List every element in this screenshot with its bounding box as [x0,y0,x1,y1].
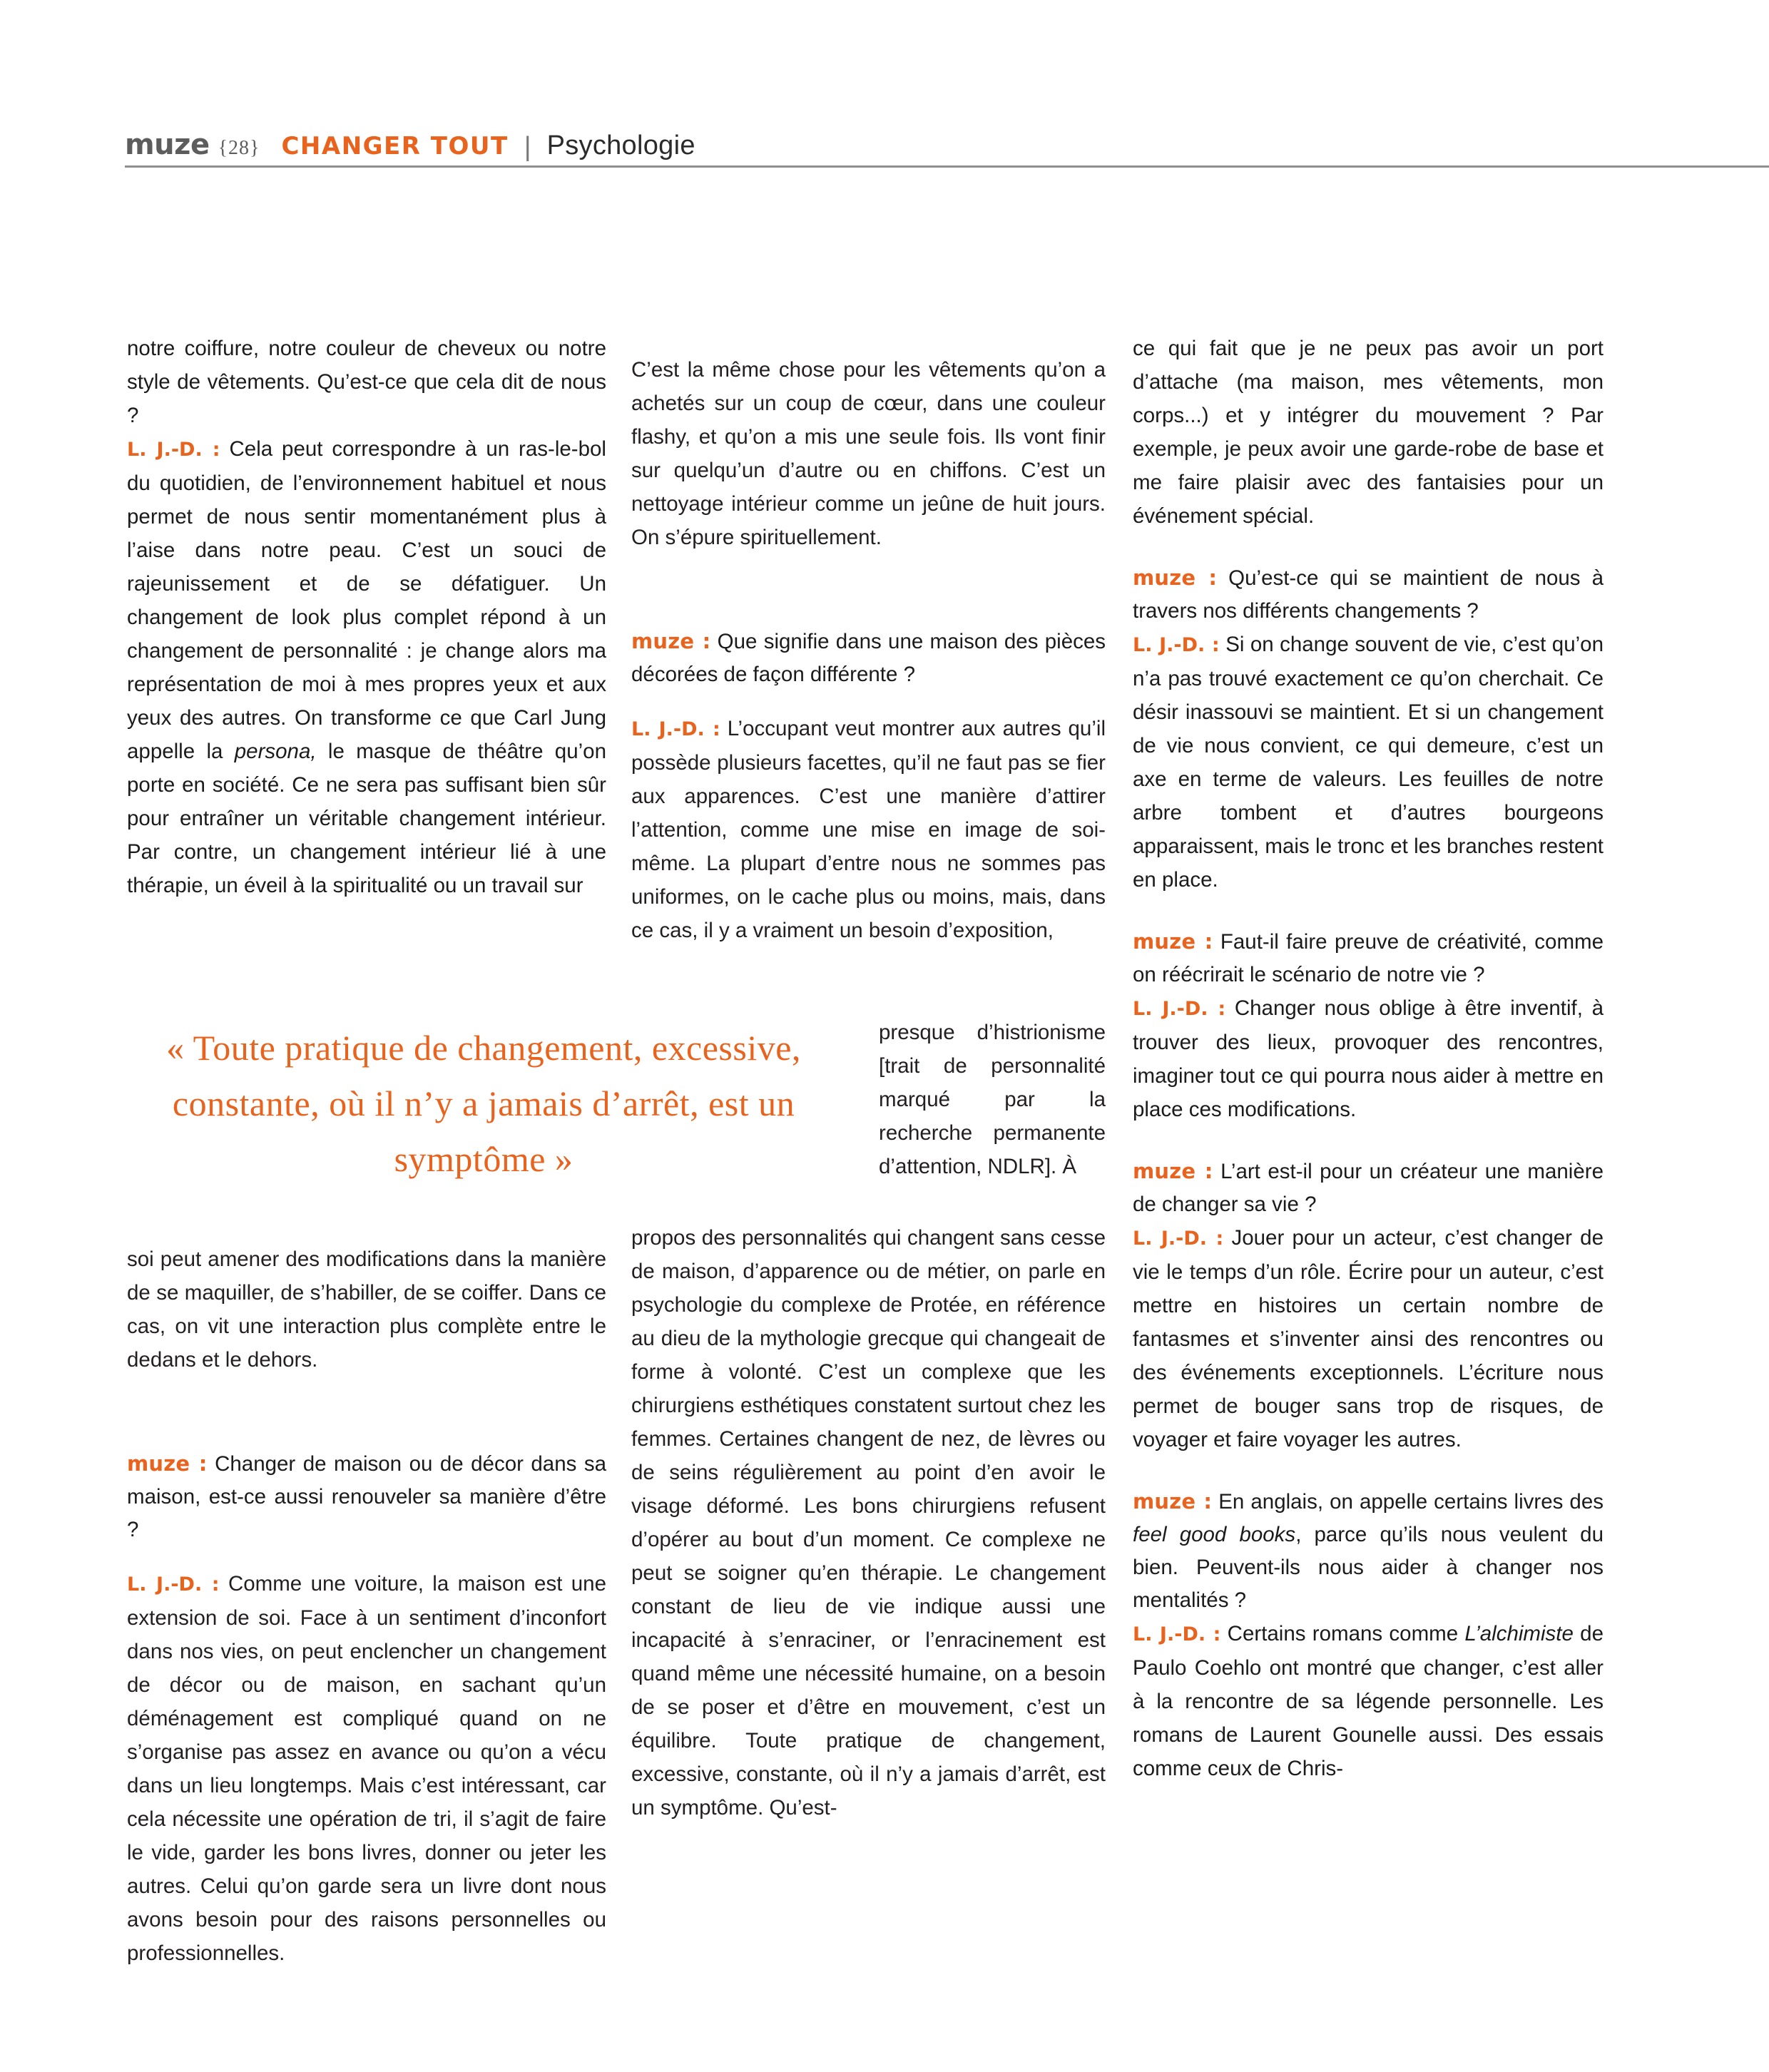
column-one-bottom [127,1221,606,1991]
answer-label: L. J.-D. : [1133,998,1226,1020]
feel-good-books-italic: feel good books [1133,1523,1296,1546]
question-label: muze : [1133,566,1218,590]
question-block: muze : Faut-il faire preuve de créativité, comme on réécrirait le scénario de notre vie ? [1133,929,1604,986]
rubric-title: CHANGER TOUT [281,132,509,160]
question-continuation: notre coiffure, notre couleur de cheveux ou notre style de vêtements. Qu’est-ce que cela dit de nous ? [127,337,606,427]
question-label: muze : [631,628,711,653]
answer-label: L. J.-D. : [127,439,220,461]
page-header [125,121,1769,171]
column-two-top [631,332,1106,969]
answer-label: L. J.-D. : [631,718,720,740]
question-label: muze : [1133,929,1213,954]
answer-continuation: soi peut amener des modifications dans la manière de se maquiller, de s’habiller, de se coiffer. Dans ce cas, on vit une interaction plus complète entre le dedans et le dehors. [127,1247,606,1372]
answer-label: L. J.-D. : [127,1573,220,1596]
magazine-logo: muze [125,128,210,161]
alchimiste-italic: L’alchimiste [1464,1622,1574,1645]
header-separator: | [524,132,531,162]
answer-paragraph: L. J.-D. : Changer nous oblige à être inventif, à trouver des lieux, provoquer des rencontres, imaginer tout ce qui pourra nous aider à mettre en place ces modifications. [1133,996,1604,1121]
question-block: muze : L’art est-il pour un créateur une manière de changer sa vie ? [1133,1159,1604,1216]
question-block: muze : Changer de maison ou de décor dans sa maison, est-ce aussi renouveler sa manière d’être ? [127,1451,606,1541]
page-number: {28} [218,137,260,159]
column-two-wrap: presque d’histrionisme [trait de personnalité marqué par la recherche permanente d’attention, NDLR]. À [879,1021,1106,1178]
question-block: muze : Que signifie dans une maison des pièces décorées de façon différente ? [631,628,1106,686]
question-label: muze : [1133,1159,1213,1183]
persona-italic: persona, [234,740,317,763]
question-block: muze : Qu’est-ce qui se maintient de nous à travers nos différents changements ? [1133,566,1604,623]
question-block: muze : En anglais, on appelle certains livres des feel good books, parce qu’ils nous veulent du bien. Peuvent-ils nous aider à changer nos mentalités ? [1133,1489,1604,1612]
section-title: Psychologie [546,131,695,160]
answer-paragraph: L. J.-D. : Certains romans comme L’alchimiste de Paulo Coehlo ont montré que changer, c’est aller à la rencontre de sa légende personnelle. Les romans de Laurent Gounelle aussi. Des essais comme ceux de Chris- [1133,1622,1604,1780]
answer-paragraph: L. J.-D. : Jouer pour un acteur, c’est changer de vie le temps d’un rôle. Écrire pour un auteur, c’est mettre en histoires un certain nombre de fantasmes et s’inventer ainsi des rencontres ou des événements exceptionnels. L’écriture nous permet de bouger sans trop de risques, de voyager et faire voyager les autres. [1133,1226,1604,1451]
answer-label: L. J.-D. : [1133,1623,1221,1645]
header-divider [125,165,1769,168]
answer-paragraph: L. J.-D. : Cela peut correspondre à un ras-le-bol du quotidien, de l’environnement habituel et nous permet de nous sentir momentanément plus à l’aise dans notre peau. C’est un souci de rajeunissement et de se défatiguer. Un changement de look plus complet répond à un changement de personnalité : je change alors ma représentation de moi à mes propres yeux et aux yeux des autres. On transforme ce que Carl Jung appelle la persona, le masque de théâtre qu’on porte en société. Ce ne sera pas suffisant bien sûr pour entraîner un véritable changement intérieur. Par contre, un changement intérieur lié à une thérapie, un éveil à la spiritualité ou un travail sur [127,437,606,897]
answer-continuation: ce qui fait que je ne peux pas avoir un port d’attache (ma maison, mes vêtements, mon corps...) et y intégrer du mouvement ? Par exemple, je peux avoir une garde-robe de base et me faire plaisir avec des fantaisies pour un événement spécial. [1133,337,1604,528]
answer-label: L. J.-D. : [1133,1228,1224,1250]
question-label: muze : [1133,1489,1213,1514]
answer-paragraph: L. J.-D. : Comme une voiture, la maison est une extension de soi. Face à un sentiment d’inconfort dans nos vies, on peut enclencher un changement de décor ou de maison, en sachant qu’un déménagement est compliqué quand on ne s’organise pas assez en avance ou qu’on a vécu dans un lieu longtemps. Mais c’est intéressant, car cela nécessite une opération de tri, il s’agit de faire le vide, garder les bons livres, donner ou jeter les autres. Celui qu’on garde sera un livre dont nous avons besoin pour des raisons personnelles ou professionnelles. [127,1572,606,1965]
answer-paragraph: L. J.-D. : Si on change souvent de vie, c’est qu’on n’a pas trouvé exactement ce qu’on cherchait. Ce désir inassouvi se maintient. Et si un changement de vie nous convient, ce qui demeure, c’est un axe en terme de valeurs. Les feuilles de notre arbre tombent et d’autres bourgeons apparaissent, mais le tronc et les branches restent en place. [1133,633,1604,892]
column-three [1133,332,1604,1785]
answer-label: L. J.-D. : [1133,634,1220,656]
answer-continuation: C’est la même chose pour les vêtements qu’on a achetés sur un coup de cœur, dans une couleur flashy, et qu’on a mis une seule fois. Ils vont finir sur quelqu’un d’autre ou en chiffons. C’est un nettoyage intérieur comme un jeûne de huit jours. On s’épure spirituellement. [631,357,1106,549]
pull-quote: « Toute pratique de changement, excessive, constante, où il n’y a jamais d’arrêt, est un symptôme » [166,1028,801,1179]
question-label: muze : [127,1451,208,1476]
column-one-top [127,332,606,902]
answer-paragraph: L. J.-D. : L’occupant veut montrer aux autres qu’il possède plusieurs facettes, qu’il ne faut pas se fier aux apparences. C’est une manière d’attirer l’attention, comme une mise en image de soi-même. La plupart d’entre nous ne sommes pas uniformes, on le cache plus ou moins, mais, dans ce cas, il y a vraiment un besoin d’exposition, [631,717,1106,942]
column-two-bottom: propos des personnalités qui changent sans cesse de maison, d’apparence ou de métier, on parle en psychologie du complexe de Protée, en référence au dieu de la mythologie grecque qui changeait de forme à volonté. C’est un complexe que les chirurgiens esthétiques constatent surtout chez les femmes. Certaines changent de nez, de lèvres ou de seins régulièrement au point d’en avoir le visage déformé. Les bons chirurgiens refusent d’opérer au bout d’un moment. Ce complexe ne peut se soigner qu’en thérapie. Le changement constant de lieu de vie indique aussi une incapacité à s’enraciner, or l’enracinement est quand même une nécessité humaine, on a besoin de se poser et d’être en mouvement, c’est un équilibre. Toute pratique de changement, excessive, constante, où il n’y a jamais d’arrêt, est un symptôme. Qu’est- [631,1226,1106,1820]
